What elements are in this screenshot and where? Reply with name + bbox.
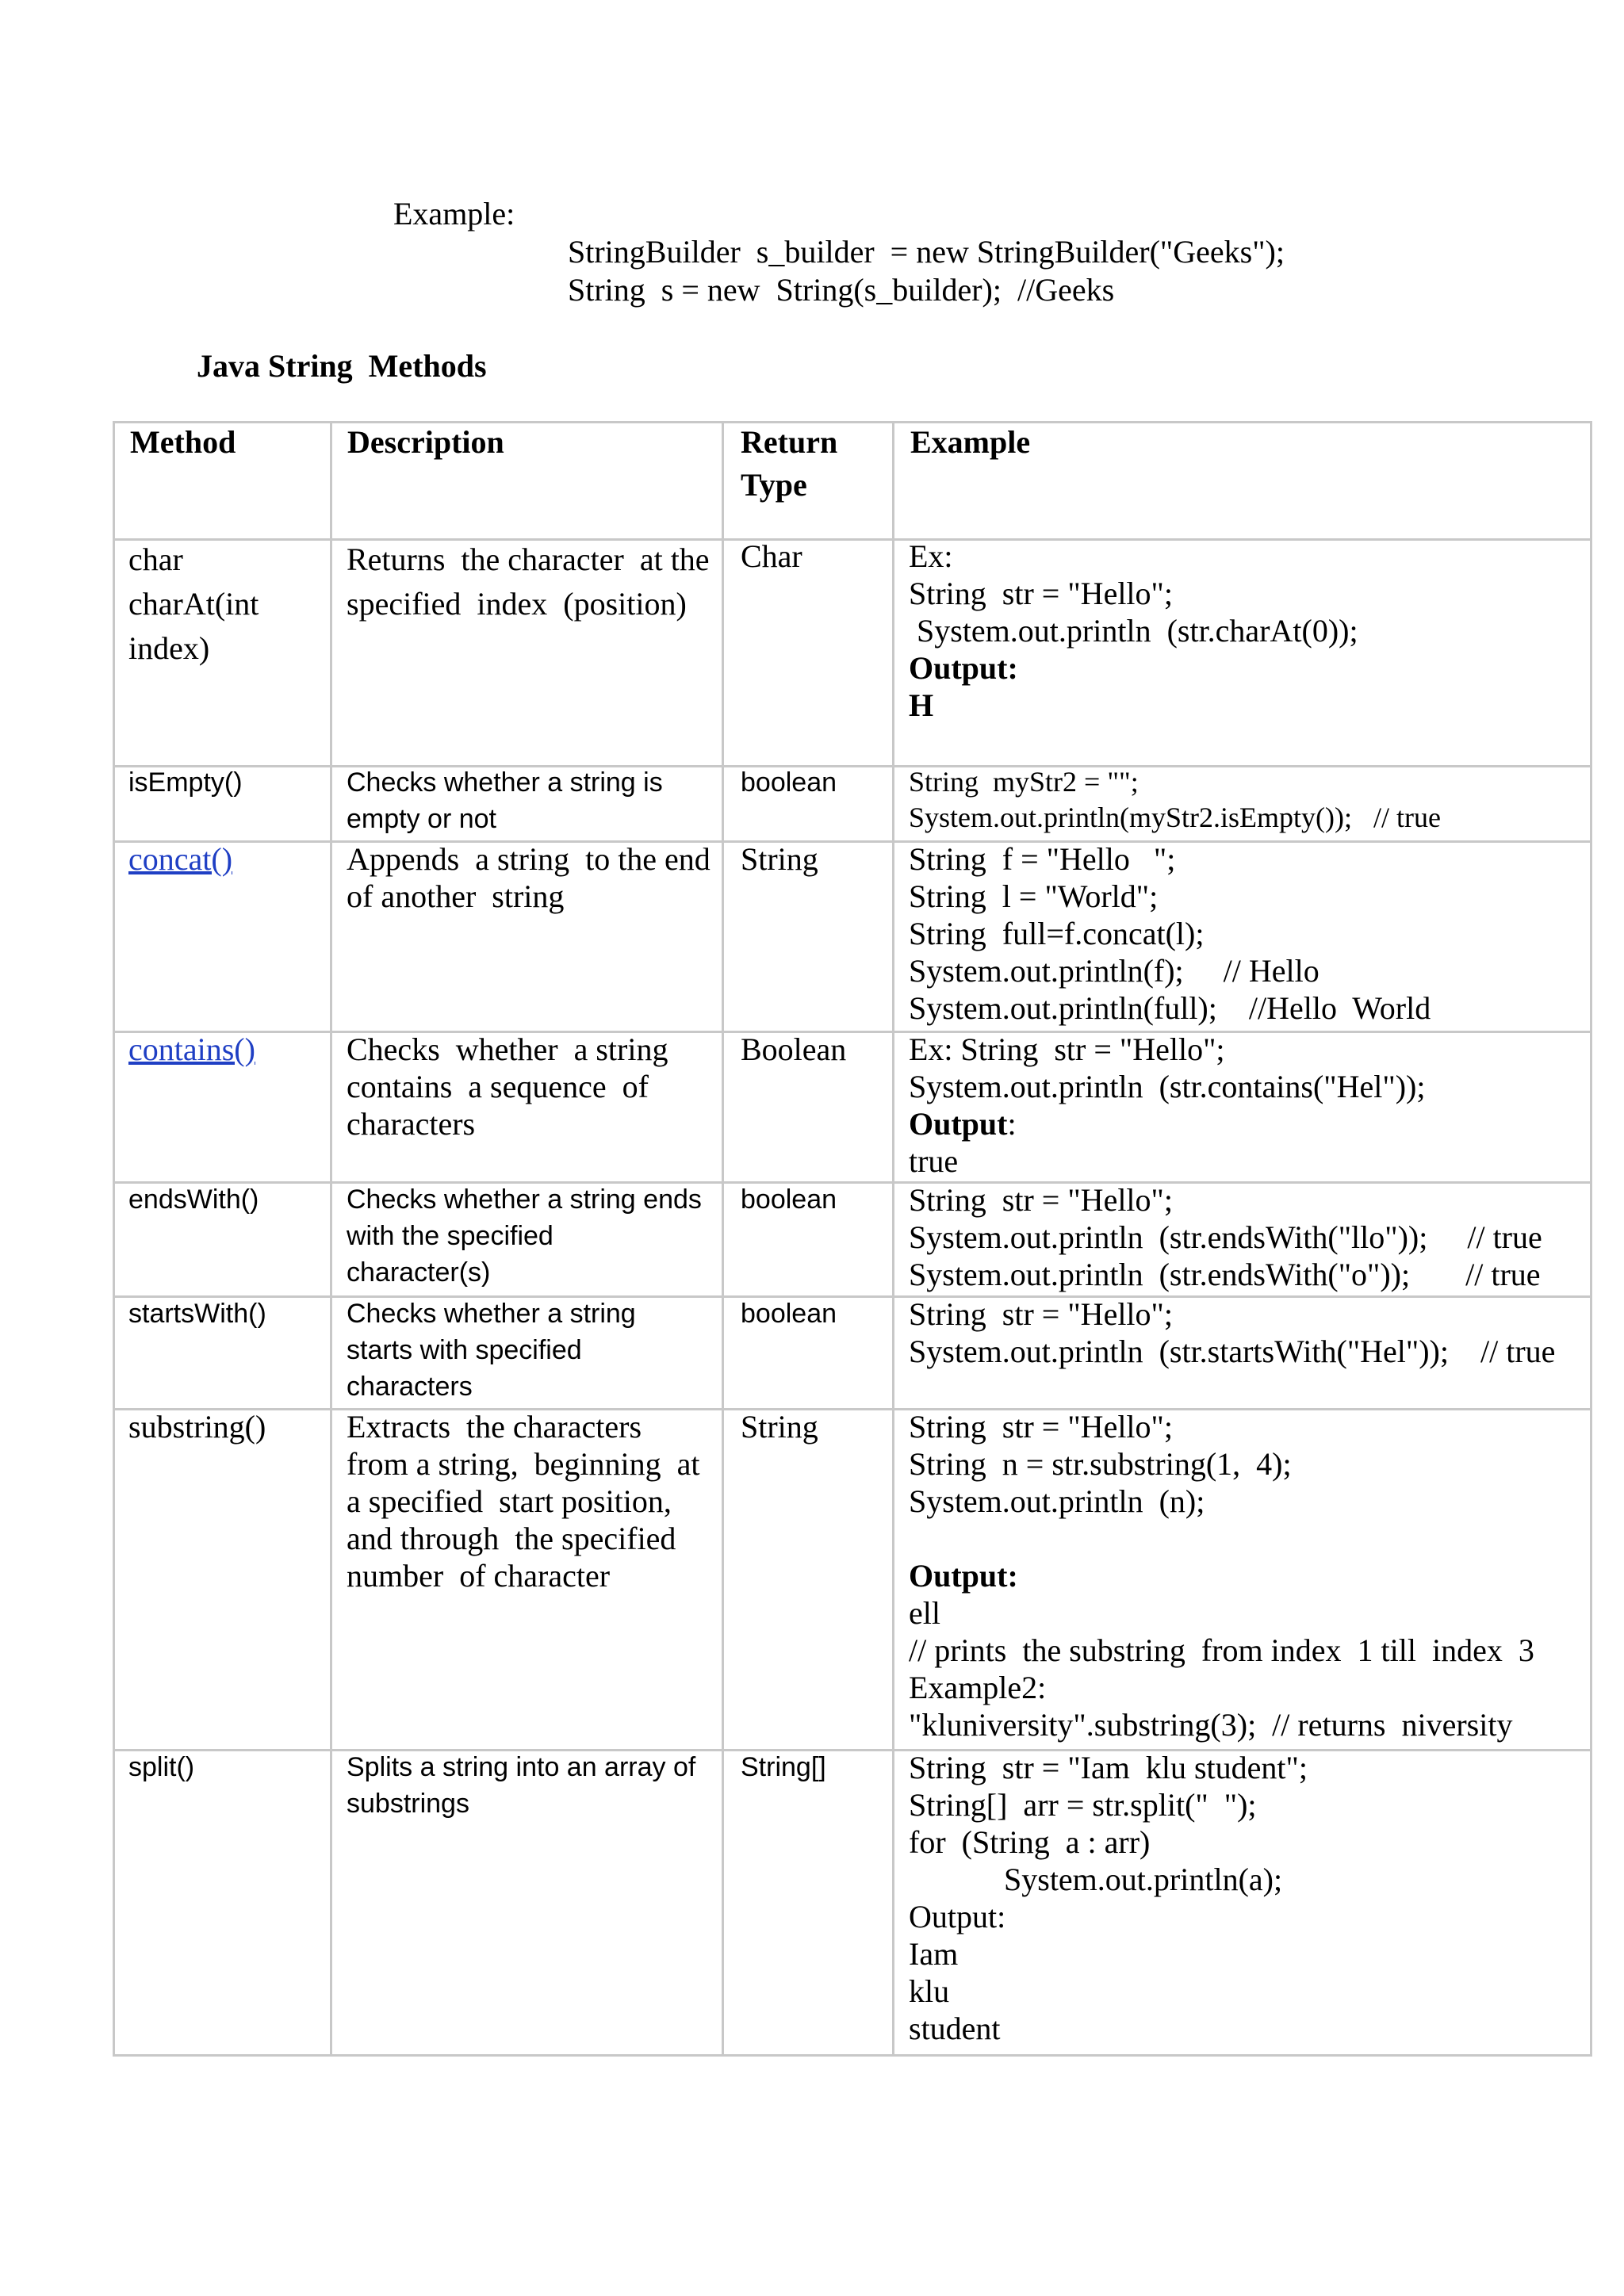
example-output-label: Output: (909, 1558, 1018, 1594)
example-contains (909, 1031, 1425, 1180)
code-line-string: String s = new String(s_builder); //Geeks (568, 272, 1115, 308)
example-output-value: ell (909, 1595, 940, 1631)
description-concat (347, 840, 710, 915)
header-method: Method (130, 424, 236, 460)
example-output-colon: : (1007, 1106, 1017, 1142)
method-endswith: endsWith() (128, 1184, 259, 1215)
example-output-value: klu (909, 1973, 950, 2009)
example-line (909, 1031, 1425, 1068)
example-line: System.out.println (n); (909, 1483, 1205, 1519)
example-line: String myStr2 = ""; (909, 766, 1139, 798)
example-line: System.out.println (str.startsWith("Hel")); // true (909, 1334, 1556, 1369)
method-substring: substring() (128, 1409, 266, 1445)
example-line: String str = "Hello"; (909, 1296, 1173, 1332)
description-line: characters (347, 1106, 476, 1142)
description-line: substrings (347, 1789, 469, 1819)
example-line: String[] arr = str.split(" "); (909, 1787, 1257, 1823)
return-type-isempty: boolean (741, 767, 837, 798)
example-code: String str = "Hello"; (960, 1031, 1225, 1067)
description-line: Splits a string into an array of (347, 1752, 696, 1782)
row-divider (113, 1749, 1592, 1751)
example-output-label: Output: (909, 650, 1018, 686)
method-charat (128, 538, 259, 671)
description-line: from a string, beginning at (347, 1446, 700, 1482)
example-charat (909, 538, 1358, 724)
example-split (909, 1749, 1308, 2047)
example-startswith (909, 1295, 1555, 1370)
example-output-line (909, 1105, 1425, 1142)
col-divider (330, 421, 332, 2057)
example-line: "kluniversity".substring(3); // returns niversity (909, 1707, 1513, 1743)
method-line: charAt(int (128, 586, 259, 622)
example-blank-line (909, 1520, 1534, 1557)
description-line: a specified start position, (347, 1483, 672, 1519)
description-split (347, 1749, 695, 1822)
example-output-value: H (909, 687, 934, 723)
example-line: System.out.println(f); // Hello (909, 953, 1320, 989)
description-line: Extracts the characters (347, 1409, 642, 1445)
description-startswith (347, 1295, 636, 1405)
example-line: String str = "Iam klu student"; (909, 1750, 1308, 1785)
description-line: empty or not (347, 804, 496, 834)
description-line: Returns the character at the (347, 541, 710, 577)
example-substring (909, 1408, 1534, 1743)
return-type-split: String[] (741, 1752, 826, 1782)
col-divider (1590, 421, 1592, 2057)
example-line: System.out.println (str.charAt(0)); (909, 613, 1358, 649)
header-example: Example (910, 424, 1031, 460)
example-line: System.out.println(a); (909, 1862, 1283, 1897)
example-endswith (909, 1181, 1542, 1293)
example-output-label: Output: (909, 1899, 1006, 1934)
example-line: String f = "Hello "; (909, 841, 1176, 877)
code-line-stringbuilder: StringBuilder s_builder = new StringBuilder("Geeks"); (568, 234, 1285, 270)
col-divider (892, 421, 894, 2057)
example-line: Ex: (909, 538, 953, 574)
description-line: Checks whether a string (347, 1299, 636, 1329)
description-line: characters (347, 1372, 473, 1402)
example-line: // prints the substring from index 1 till index 3 (909, 1632, 1534, 1668)
example-line: System.out.println (str.endsWith("llo")); // true (909, 1219, 1542, 1255)
return-type-endswith: boolean (741, 1184, 837, 1215)
description-line: with the specified (347, 1221, 553, 1251)
example-line: String full=f.concat(l); (909, 916, 1205, 951)
col-divider (722, 421, 724, 2057)
description-line: starts with specified (347, 1335, 582, 1365)
example-line: String str = "Hello"; (909, 1409, 1173, 1445)
return-type-substring: String (741, 1409, 818, 1445)
example-output-value: student (909, 2011, 1001, 2046)
row-divider (113, 2054, 1592, 2057)
example-label: Example: (393, 196, 515, 232)
example-line: String str = "Hello"; (909, 576, 1173, 611)
method-contains-link[interactable]: contains() (128, 1031, 255, 1067)
description-isempty (347, 764, 663, 837)
description-charat (347, 538, 710, 626)
example-line: String n = str.substring(1, 4); (909, 1446, 1292, 1482)
example-line: Example2: (909, 1670, 1047, 1705)
example-line: System.out.println (str.contains("Hel")); (909, 1069, 1426, 1104)
example-line: System.out.println(full); //Hello World (909, 990, 1431, 1026)
description-line: number of character (347, 1558, 611, 1594)
col-divider (113, 421, 115, 2057)
example-output-label: Output (909, 1106, 1008, 1142)
example-prefix: Ex: (909, 1031, 961, 1067)
description-line: and through the specified (347, 1521, 676, 1556)
example-line: String str = "Hello"; (909, 1182, 1173, 1218)
row-divider (113, 421, 1592, 423)
header-return-line2: Type (741, 467, 807, 503)
description-line: Appends a string to the end (347, 841, 710, 877)
section-title: Java String Methods (197, 348, 487, 384)
header-description: Description (347, 424, 504, 460)
example-output-value: Iam (909, 1936, 959, 1972)
header-return-type (741, 421, 837, 507)
description-line: contains a sequence of (347, 1069, 649, 1104)
example-output-value: true (909, 1143, 959, 1179)
description-line: Checks whether a string ends (347, 1184, 702, 1215)
method-line: index) (128, 630, 210, 666)
return-type-charat: Char (741, 538, 802, 574)
return-type-startswith: boolean (741, 1299, 837, 1329)
return-type-concat: String (741, 841, 818, 877)
row-divider (113, 538, 1592, 541)
example-line: System.out.println(myStr2.isEmpty()); // true (909, 802, 1441, 833)
method-startswith: startsWith() (128, 1299, 266, 1329)
method-line: char (128, 541, 183, 577)
description-endswith (347, 1181, 702, 1291)
example-concat (909, 840, 1431, 1027)
method-isempty: isEmpty() (128, 767, 243, 798)
example-line: System.out.println (str.endsWith("o")); // true (909, 1257, 1541, 1292)
description-line: of another string (347, 878, 565, 914)
example-line: String l = "World"; (909, 878, 1159, 914)
method-split: split() (128, 1752, 195, 1782)
header-return-line1: Return (741, 424, 838, 460)
description-contains (347, 1031, 668, 1142)
description-substring (347, 1408, 699, 1594)
example-isempty (909, 764, 1441, 836)
example-line: for (String a : arr) (909, 1824, 1151, 1860)
description-line: Checks whether a string is (347, 767, 663, 798)
description-line: character(s) (347, 1257, 491, 1288)
description-line: Checks whether a string (347, 1031, 668, 1067)
method-concat-link[interactable]: concat() (128, 841, 233, 877)
return-type-contains: Boolean (741, 1031, 847, 1067)
description-line: specified index (position) (347, 586, 687, 622)
